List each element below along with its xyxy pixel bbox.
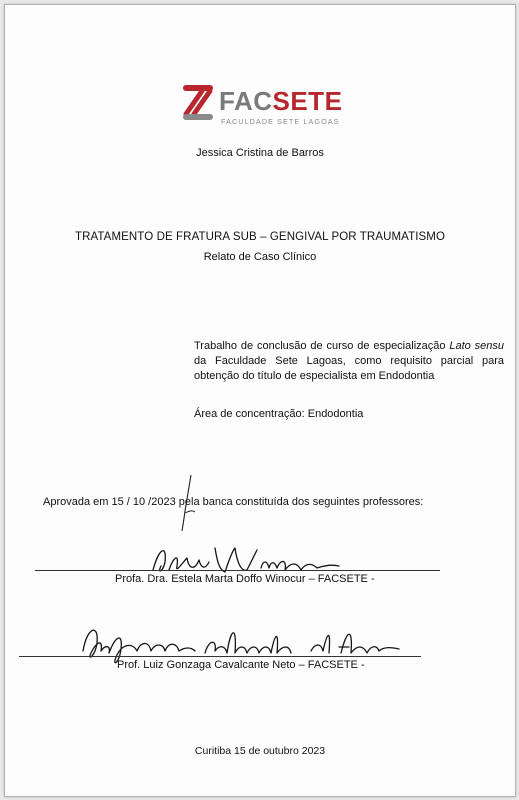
- examiner-1-name: Profa. Dra. Estela Marta Doffo Winocur – FACSETE -: [115, 573, 375, 585]
- facsete-emblem-icon: [183, 85, 213, 120]
- thesis-subtitle: Relato de Caso Clínico: [203, 251, 317, 263]
- concentration-area: Área de concentração: Endodontia: [194, 408, 364, 420]
- place-and-date: Curitiba 15 de outubro 2023: [194, 745, 326, 757]
- signature-line-1: [35, 570, 440, 571]
- examiner-2-name: Prof. Luiz Gonzaga Cavalcante Neto – FACSETE -: [117, 659, 365, 671]
- logo-text-right: SETE: [272, 86, 343, 116]
- purpose-italic: Lato sensu: [449, 340, 505, 352]
- logo-wordmark: [219, 86, 342, 116]
- logo-tagline: FACULDADE SETE LAGOAS: [221, 117, 340, 126]
- document-page: [4, 4, 516, 797]
- purpose-part2: da Faculdade Sete Lagoas, como requisito parcial para obtenção do título de especialista em Endodontia: [194, 355, 504, 382]
- signature-line-2: [19, 656, 421, 657]
- thesis-title: TRATAMENTO DE FRATURA SUB – GENGIVAL POR TRAUMATISMO: [74, 231, 446, 243]
- author-name: Jessica Cristina de Barros: [196, 147, 324, 159]
- purpose-part1: Trabalho de conclusão de curso de especialização: [194, 340, 446, 352]
- logo-text-left: FAC: [219, 86, 273, 116]
- purpose-statement: [194, 339, 504, 384]
- facsete-logo: [177, 81, 357, 131]
- approval-statement: Aprovada em 15 / 10 /2023 pela banca constituída dos seguintes professores:: [43, 496, 424, 508]
